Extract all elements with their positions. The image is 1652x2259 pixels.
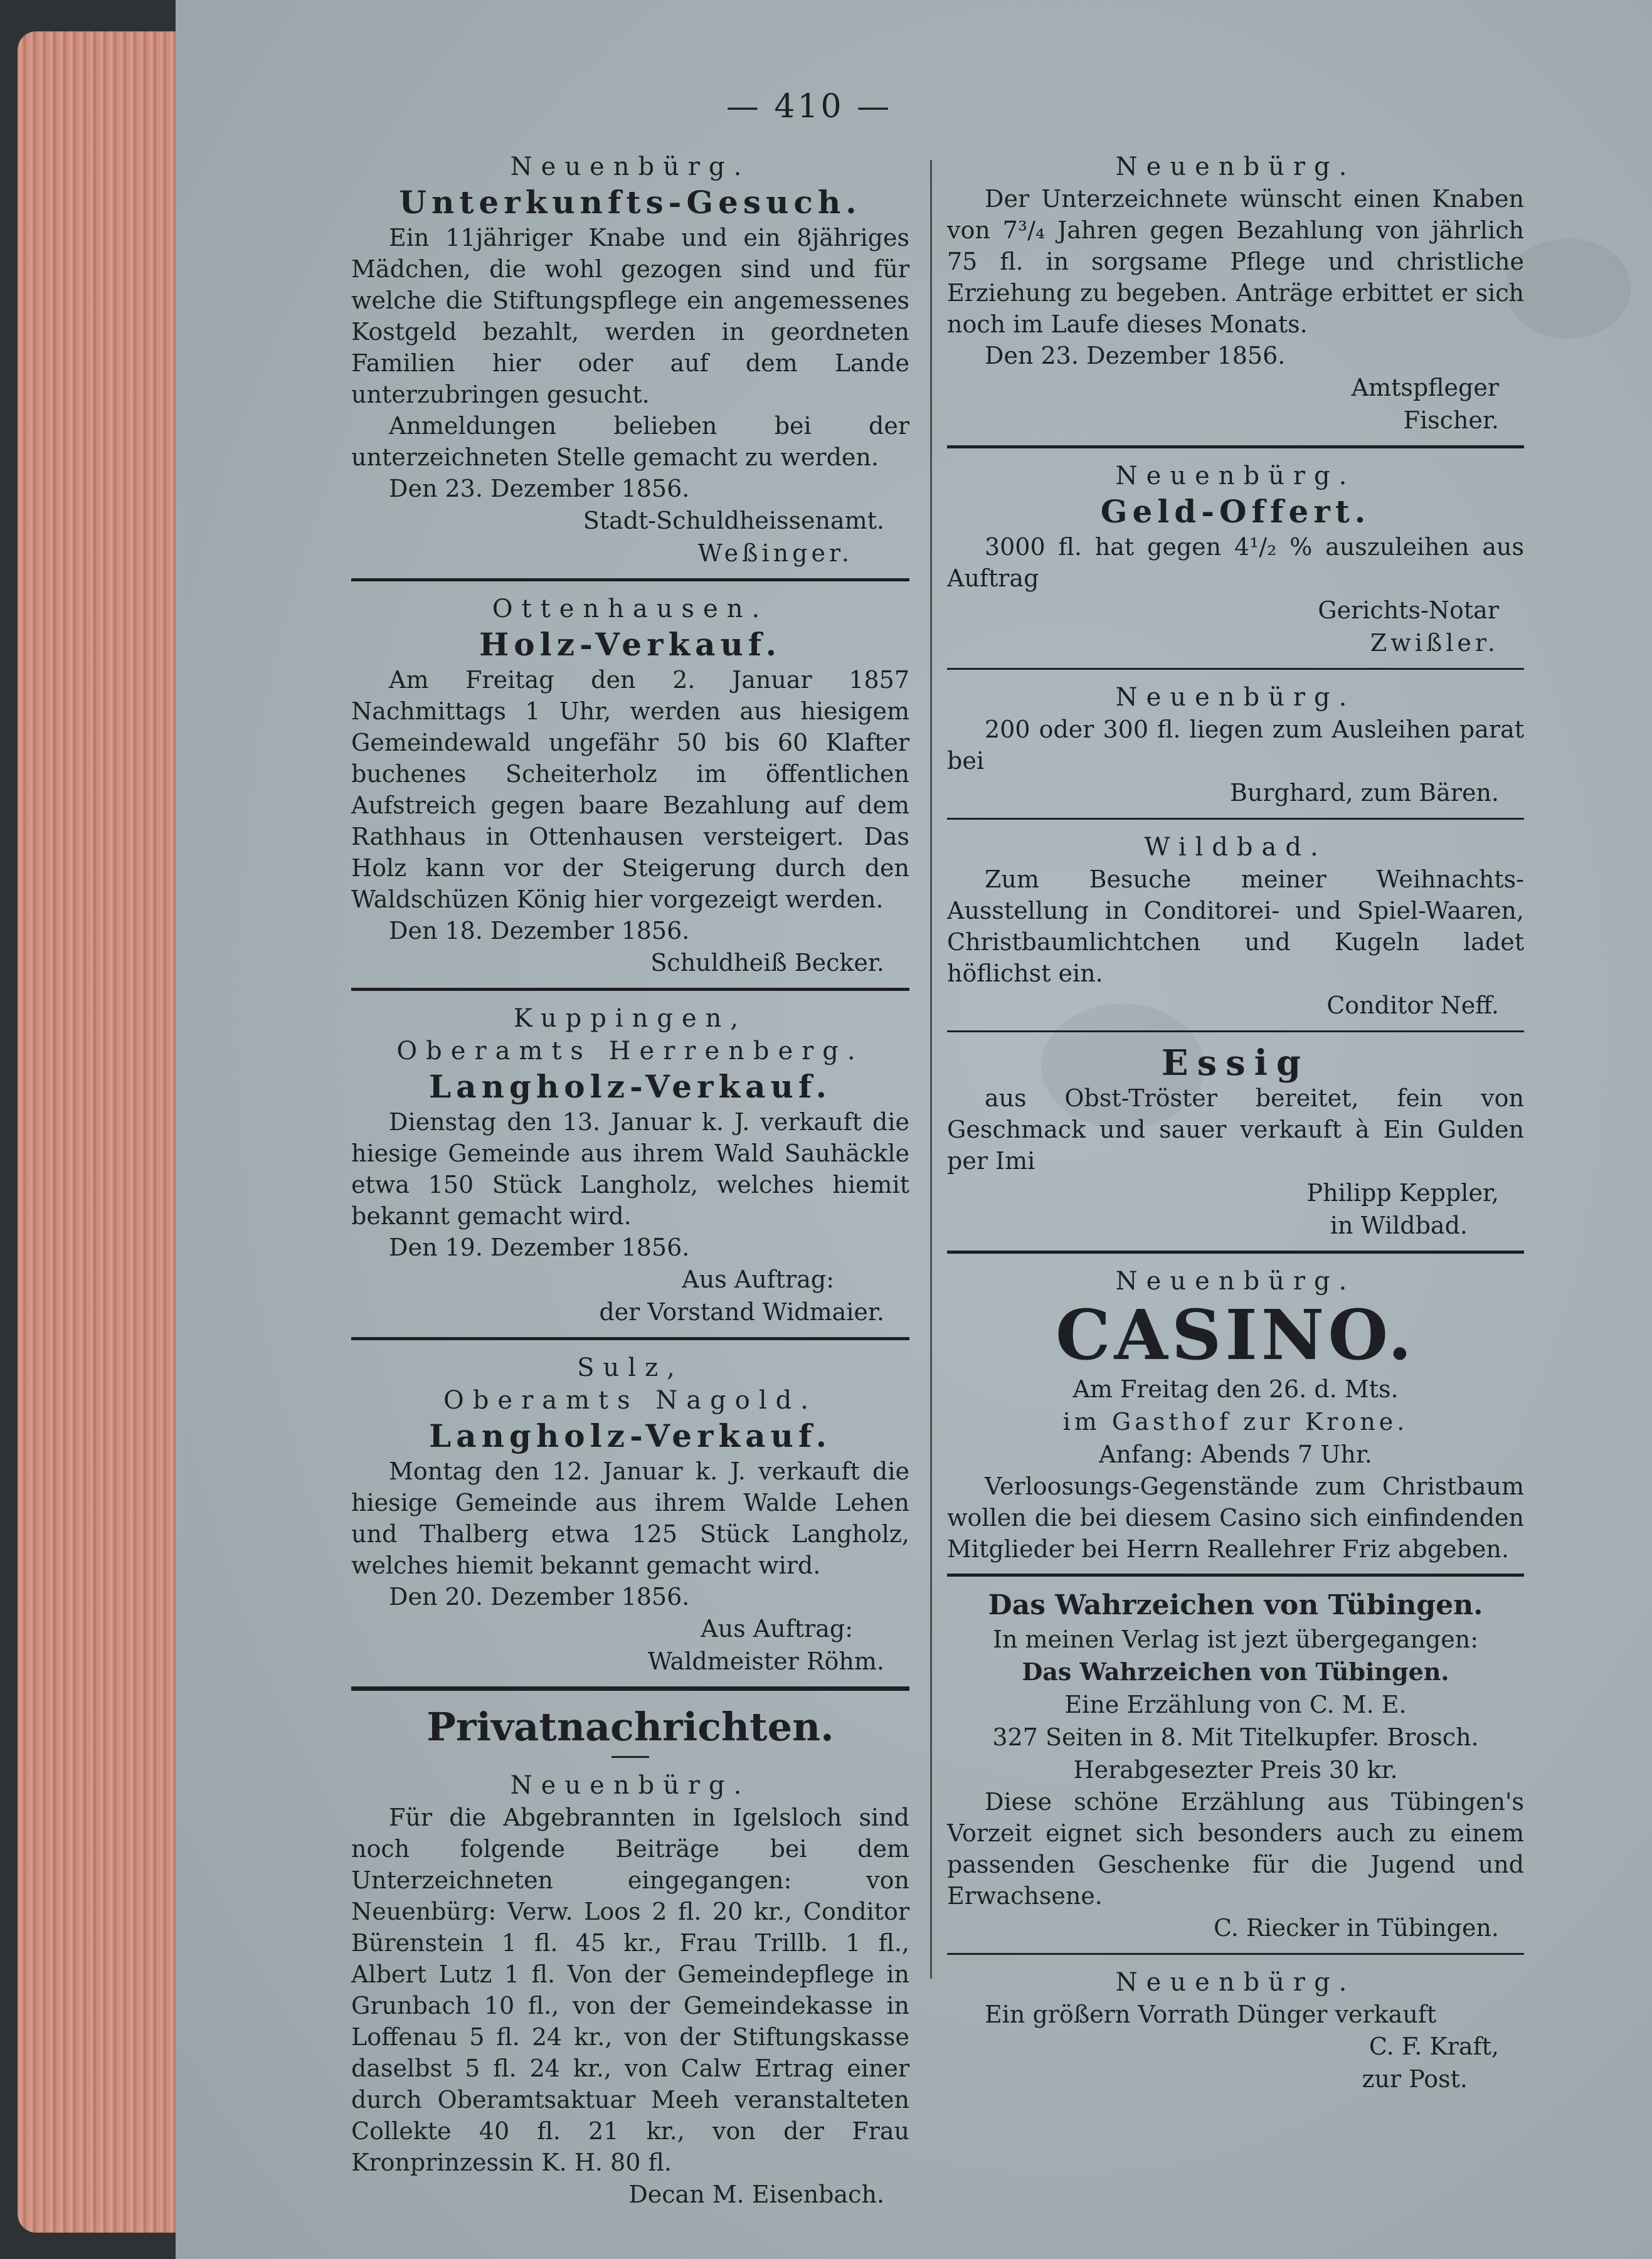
ad-body: 3000 fl. hat gegen 4¹/₂ % auszuleihen aus Auftrag	[947, 533, 1524, 592]
book-price: Herabgesezter Preis 30 kr.	[1073, 1756, 1398, 1784]
section-rule	[947, 1251, 1524, 1254]
ad-headline: Das Wahrzeichen von Tübingen.	[988, 1589, 1483, 1621]
ad-date: Den 20. Dezember 1856.	[389, 1583, 690, 1611]
ad-langholz-sulz	[351, 1352, 909, 1678]
ad-body: aus Obst-Tröster bereitet, fein von Geschmack und sauer verkauft à Ein Gulden per Imi	[947, 1084, 1524, 1175]
ad-signature-name: Decan M. Eisenbach.	[628, 2181, 884, 2208]
ad-date: Den 23. Dezember 1856.	[389, 475, 690, 502]
book-page-edges	[18, 31, 181, 2233]
ad-langholz-kuppingen	[351, 1002, 909, 1328]
ad-place: Neuenbürg.	[1115, 462, 1356, 490]
ad-signature-name: C. Riecker in Tübingen.	[1213, 1914, 1499, 1942]
ad-date: Den 23. Dezember 1856.	[985, 342, 1286, 369]
ad-signature-office: Amtspfleger	[1351, 374, 1499, 401]
ad-signature-name: Burghard, zum Bären.	[1229, 779, 1499, 807]
ad-date: Den 18. Dezember 1856.	[389, 917, 690, 944]
ad-body: Dienstag den 13. Januar k. J. verkauft die hiesige Gemeinde aus ihrem Wald Sauhäckle etwa 150 Stück Langholz, welches hiemit bekannt gemacht wird.	[351, 1108, 909, 1230]
ad-body: Montag den 12. Januar k. J. verkauft die hiesige Gemeinde aus ihrem Walde Lehen und Thalberg etwa 125 Stück Langholz, welches hiemit bekannt gemacht wird.	[351, 1458, 909, 1579]
book-details: 327 Seiten in 8. Mit Titelkupfer. Brosch.	[992, 1723, 1479, 1751]
ad-signature-name: Conditor Neff.	[1326, 992, 1499, 1019]
ad-place: Ottenhausen.	[492, 595, 769, 623]
ad-place-district: Oberamts Nagold.	[443, 1386, 817, 1415]
book-notice: In meinen Verlag ist jezt übergegangen:	[992, 1626, 1479, 1653]
ad-body: Der Unterzeichnete wünscht einen Knaben von 7³/₄ Jahren gegen Bezahlung von jährlich 75 fl. in sorgsame Pflege und christliche Erziehung zu begeben. Anträge erbittet er sich noch im Laufe dieses Monats.	[947, 185, 1524, 338]
ad-body-2: Anmeldungen belieben bei der unterzeichneten Stelle gemacht zu werden.	[351, 412, 909, 471]
ad-body: Ein 11jähriger Knabe und ein 8jähriges Mädchen, die wohl gezogen sind und für welche die Stiftungspflege ein angemessenes Kostgeld bezahlt, werden in geordneten Familien hier oder auf dem Lande unterzubringen gesucht.	[351, 224, 909, 408]
page-number: — 410 —	[726, 88, 892, 125]
ad-signature-name: Waldmeister Röhm.	[647, 1648, 884, 1675]
ad-signature-office: Aus Auftrag:	[701, 1615, 853, 1643]
section-rule	[351, 578, 909, 581]
ad-place: Kuppingen,	[513, 1004, 748, 1033]
ad-place: Neuenbürg.	[510, 152, 751, 181]
ad-place: Neuenbürg.	[1115, 152, 1356, 181]
ad-signature-office: Stadt-Schuldheissenamt.	[583, 507, 884, 534]
section-rule	[947, 1953, 1524, 1955]
ad-weihnachts-ausstellung	[947, 831, 1524, 1022]
section-rule	[351, 1686, 909, 1691]
ad-pflege-gesuch	[947, 151, 1524, 436]
ad-body: Zum Besuche meiner Weihnachts-Ausstellung in Conditorei- und Spiel-Waaren, Christbaumlichtchen und Kugeln ladet höflichst ein.	[947, 865, 1524, 987]
casino-venue: im Gasthof zur Krone.	[1062, 1408, 1409, 1436]
ad-body: Für die Abgebrannten in Igelsloch sind noch folgende Beiträge bei dem Unterzeichneten eingegangen: von Neuenbürg: Verw. Loos 2 fl. 20 kr., Conditor Bürenstein 1 fl. 45 kr., Frau Trillb. 1 fl., Albert Lutz 1 fl. Von der Gemeindepflege in Grunbach 10 fl., von der Gemeindekasse in Loffenau 5 fl. 24 kr., von der Stiftungskasse daselbst 5 fl. 24 kr., von Calw Ertrag einer durch Oberamtsaktuar Meeh veranstalteten Collekte 40 fl. 21 kr., von der Frau Kronprinzessin K. H. 80 fl.	[351, 1804, 909, 2176]
ad-holz-verkauf	[351, 593, 909, 979]
section-rule	[947, 818, 1524, 820]
ad-headline: Langholz-Verkauf.	[429, 1417, 832, 1454]
section-rule	[351, 1337, 909, 1340]
casino-date: Am Freitag den 26. d. Mts.	[1072, 1375, 1399, 1403]
ad-headline: Unterkunfts-Gesuch.	[399, 184, 862, 221]
ad-signature-name: Zwißler.	[1370, 629, 1499, 657]
section-rule	[947, 1574, 1524, 1577]
paper-stain	[1505, 238, 1631, 339]
ad-unterkunfts-gesuch	[351, 151, 909, 569]
section-title: Privatnachrichten.	[426, 1704, 834, 1750]
ad-body: Verloosungs-Gegenstände zum Christbaum wollen die bei diesem Casino sich einfindenden Mitglieder bei Herrn Reallehrer Friz abgeben.	[947, 1473, 1524, 1563]
ad-signature-name: Fischer.	[1403, 406, 1499, 434]
ad-place: Neuenbürg.	[1115, 1267, 1356, 1296]
ad-casino	[947, 1265, 1524, 1565]
casino-headline: CASINO.	[1055, 1294, 1416, 1375]
ad-place: Neuenbürg.	[1115, 1968, 1356, 1997]
ad-place: Neuenbürg.	[510, 1771, 751, 1800]
right-column	[947, 151, 1524, 2103]
book-subtitle: Eine Erzählung von C. M. E.	[1064, 1691, 1407, 1718]
ad-headline: Holz-Verkauf.	[479, 626, 781, 663]
short-dash	[612, 1756, 649, 1758]
ad-body: Diese schöne Erzählung aus Tübingen's Vorzeit eignet sich besonders auch zu einem passenden Geschenke für die Jugend und Erwachsene.	[947, 1788, 1524, 1910]
ad-body: Ein größern Vorrath Dünger verkauft	[985, 2001, 1437, 2028]
ad-geld-offert	[947, 460, 1524, 659]
ad-signature-office: Aus Auftrag:	[682, 1266, 834, 1293]
ad-place-district: Oberamts Herrenberg.	[396, 1037, 864, 1066]
ad-headline: Langholz-Verkauf.	[429, 1068, 832, 1105]
ad-wahrzeichen-tuebingen	[947, 1588, 1524, 1944]
left-column	[351, 151, 909, 2218]
ad-signature-name: der Vorstand Widmaier.	[599, 1298, 884, 1326]
ad-essig	[947, 1044, 1524, 1242]
ad-signature-location: in Wildbad.	[1330, 1212, 1468, 1239]
ad-signature-name: Schuldheiß Becker.	[650, 949, 884, 976]
ad-duenger	[947, 1966, 1524, 2095]
ad-signature-name: Weßinger.	[697, 539, 853, 567]
section-rule	[947, 1030, 1524, 1032]
ad-date: Den 19. Dezember 1856.	[389, 1234, 690, 1261]
ad-headline: Geld-Offert.	[1100, 493, 1371, 530]
ad-ausleihen	[947, 681, 1524, 809]
ad-signature-office: Gerichts-Notar	[1318, 596, 1499, 624]
ad-body: Am Freitag den 2. Januar 1857 Nachmittags 1 Uhr, werden aus hiesigem Gemeindewald ungefähr 50 bis 60 Klafter buchenes Scheiterholz im öffentlichen Aufstreich gegen baare Bezahlung auf dem Rathhaus in Ottenhausen versteigert. Das Holz kann vor der Steigerung durch den Waldschüzen König hier vorgezeigt werden.	[351, 666, 909, 913]
ad-signature-location: zur Post.	[1362, 2065, 1468, 2093]
casino-start-time: Anfang: Abends 7 Uhr.	[1099, 1441, 1372, 1468]
ad-place: Neuenbürg.	[1115, 683, 1356, 712]
section-rule	[351, 988, 909, 991]
book-title: Das Wahrzeichen von Tübingen.	[1022, 1658, 1449, 1686]
section-rule	[947, 445, 1524, 448]
column-divider	[930, 160, 932, 1979]
ad-signature-name: Philipp Keppler,	[1306, 1179, 1499, 1207]
private-notices	[351, 1702, 909, 2211]
ad-place: Wildbad.	[1144, 833, 1327, 862]
ad-body: 200 oder 300 fl. liegen zum Ausleihen parat bei	[947, 716, 1524, 775]
ad-place: Sulz,	[577, 1353, 684, 1382]
ad-signature-name: C. F. Kraft,	[1369, 2033, 1499, 2060]
ad-headline: Essig	[1161, 1042, 1310, 1084]
section-rule	[947, 668, 1524, 670]
